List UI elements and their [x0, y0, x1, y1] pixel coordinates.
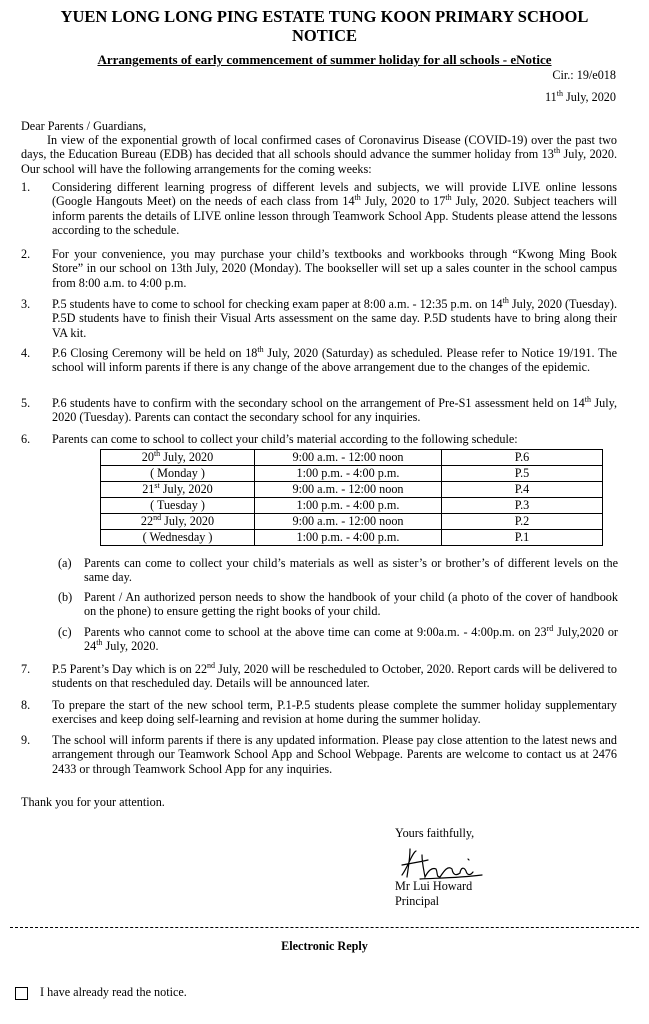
signature-image — [398, 845, 484, 883]
list-item: 3. P.5 students have to come to school for checking exam paper at 8:00 a.m. - 12:35 p.m. on 14th July, 2020 (Tuesday). P.5D students have to finish their Visual Arts assessment on the same day. P.5D students have to bring along their VA kit. — [21, 295, 617, 340]
read-notice-checkbox[interactable] — [15, 987, 28, 1000]
intro-paragraph: In view of the exponential growth of local confirmed cases of Coronavirus Disease (COVID-19) over the past two days, the Education Bureau (EDB) has decided that all schools should advance the summer holiday from 13th July, 2020. Our school will have the following arrangements for the coming weeks: — [21, 133, 618, 176]
read-notice-label: I have already read the notice. — [40, 985, 187, 999]
notice-title: NOTICE — [291, 26, 358, 45]
list-item: 4. P.6 Closing Ceremony will be held on 18th July, 2020 (Saturday) as scheduled. Please refer to Notice 19/191. The school will inform parents if there is any change of the above arrangement due to the changes of the epidemic. — [21, 344, 617, 375]
table-row: 20th July, 2020 9:00 a.m. - 12:00 noon P.6 — [101, 450, 603, 466]
notice-header — [0, 7, 649, 45]
circular-number: Cir.: 19/e018 — [552, 68, 616, 82]
collection-schedule-table — [100, 449, 603, 546]
closing-yours: Yours faithfully, — [395, 826, 475, 840]
sub-list-item: (c) Parents who cannot come to school at the above time can come at 9:00a.m. - 4:00p.m. on 23rd July,2020 or 24th July, 2020. — [58, 623, 618, 654]
sub-list-item: (b) Parent / An authorized person needs to show the handbook of your child (a photo of the cover of handbook on the phone) to ensure getting the right books of your child. — [58, 590, 618, 619]
list-item: 6. Parents can come to school to collect your child’s material according to the following schedule: — [21, 432, 518, 446]
table-row: ( Wednesday ) 1:00 p.m. - 4:00 p.m. P.1 — [101, 530, 603, 546]
sub-list-item: (a) Parents can come to collect your child’s materials as well as sister’s or brother’s of different levels on the same day. — [58, 556, 618, 585]
school-name: YUEN LONG LONG PING ESTATE TUNG KOON PRIMARY SCHOOL — [60, 7, 589, 26]
principal-title: Principal — [395, 894, 440, 908]
table-row: ( Monday ) 1:00 p.m. - 4:00 p.m. P.5 — [101, 466, 603, 482]
table-row: 21st July, 2020 9:00 a.m. - 12:00 noon P.4 — [101, 482, 603, 498]
tear-off-divider — [10, 927, 639, 928]
list-item: 5. P.6 students have to confirm with the secondary school on the arrangement of Pre-S1 assessment held on 14th July, 2020 (Tuesday). Parents can contact the secondary school for any inquiries. — [21, 394, 617, 425]
list-item: 8. To prepare the start of the new school term, P.1-P.5 students please complete the summer holiday supplementary exercises and keep doing self-learning and revision at home during the summer holiday. — [21, 698, 617, 727]
closing-thanks: Thank you for your attention. — [21, 795, 165, 809]
list-item: 1. Considering different learning progress of different levels and subjects, we will provide LIVE online lessons (Google Hangouts Meet) on the needs of each class from 14th July, 2020 to 17th July, 2020. Subject teachers will inform parents the details of LIVE online lesson through Teamwork School App. Students please attend the lessons according to the schedule. — [21, 180, 617, 237]
principal-name: Mr Lui Howard — [395, 879, 473, 893]
table-row: 22nd July, 2020 9:00 a.m. - 12:00 noon P.2 — [101, 514, 603, 530]
list-item: 2. For your convenience, you may purchase your child’s textbooks and workbooks through “Kwong Ming Book Store” in our school on 13th July, 2020 (Monday). The bookseller will set up a sales counter in the school campus from 8:00 a.m. to 4:00 p.m. — [21, 247, 617, 290]
reply-heading: Electronic Reply — [281, 939, 368, 953]
notice-date: 11th July, 2020 — [544, 88, 616, 104]
list-item: 7. P.5 Parent’s Day which is on 22nd July, 2020 will be rescheduled to October, 2020. Report cards will be delivered to students on that rescheduled day. Details will be announced later. — [21, 660, 617, 691]
table-row: ( Tuesday ) 1:00 p.m. - 4:00 p.m. P.3 — [101, 498, 603, 514]
salutation: Dear Parents / Guardians, — [21, 119, 147, 133]
list-item: 9. The school will inform parents if there is any updated information. Please pay close attention to the latest news and arrangement through our Teamwork School App and School Webpage. Parents are welcome to contact us at 2476 2433 or through Teamwork School App for any inquiries. — [21, 733, 617, 776]
notice-subject: Arrangements of early commencement of summer holiday for all schools - eNotice — [97, 52, 552, 67]
